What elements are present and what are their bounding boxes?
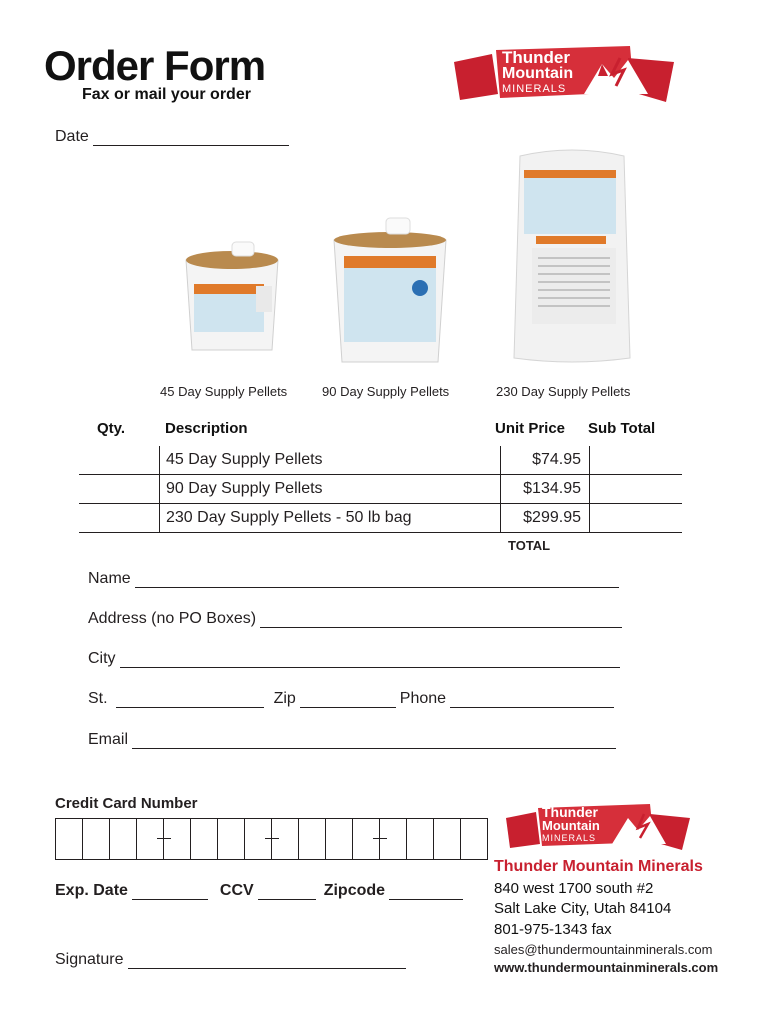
zip-label: Zip [273, 690, 296, 707]
name-line[interactable] [135, 573, 619, 588]
email-link[interactable]: sales@thundermountainminerals.com [494, 942, 713, 957]
credit-card-grid[interactable] [55, 818, 488, 860]
company-logo [452, 40, 682, 110]
subtotal-cell[interactable] [590, 504, 683, 533]
state-label: St. [88, 690, 108, 707]
card-digit-box[interactable] [137, 819, 164, 859]
phone-label: Phone [399, 690, 447, 707]
subtotal-cell[interactable] [590, 446, 683, 475]
logo-line3: MINERALS [542, 833, 597, 843]
qty-cell[interactable] [79, 475, 160, 504]
price-cell: $134.95 [501, 475, 590, 504]
sub-total-header: Sub Total [588, 420, 656, 437]
card-digit-box[interactable] [407, 819, 434, 859]
qty-cell[interactable] [79, 504, 160, 533]
card-digit-box[interactable] [110, 819, 137, 859]
address-line-2: Salt Lake City, Utah 84104 [494, 900, 672, 917]
card-digit-box[interactable] [272, 819, 299, 859]
logo-line2: Mountain [542, 818, 600, 833]
exp-date-label: Exp. Date [55, 882, 128, 899]
logo-line1: Thunder [542, 804, 598, 820]
subtotal-cell[interactable] [590, 475, 683, 504]
address-line-1: 840 west 1700 south #2 [494, 880, 654, 897]
card-digit-box[interactable] [461, 819, 487, 859]
description-cell: 90 Day Supply Pellets [160, 475, 501, 504]
card-digit-box[interactable] [83, 819, 110, 859]
product-caption: 90 Day Supply Pellets [322, 384, 450, 399]
card-digit-box[interactable] [380, 819, 407, 859]
date-line[interactable] [93, 131, 289, 146]
price-cell: $74.95 [501, 446, 590, 475]
city-label: City [88, 650, 116, 667]
product-caption: 230 Day Supply Pellets [496, 384, 631, 399]
table-row [79, 446, 682, 475]
ccv-label: CCV [219, 882, 254, 899]
logo-line2: Mountain [502, 65, 574, 82]
card-digit-box[interactable] [164, 819, 191, 859]
large-bucket-icon [328, 216, 452, 366]
description-header: Description [165, 420, 248, 437]
card-digit-box[interactable] [191, 819, 218, 859]
city-line[interactable] [120, 653, 620, 668]
signature-label: Signature [55, 951, 124, 968]
company-logo [504, 800, 694, 856]
phone-line[interactable] [450, 693, 614, 708]
small-bucket-icon [176, 240, 288, 364]
table-row [79, 475, 682, 504]
state-zip-phone-row [88, 690, 614, 708]
address-label: Address (no PO Boxes) [88, 610, 257, 627]
product-caption: 45 Day Supply Pellets [160, 384, 288, 399]
card-digit-box[interactable] [353, 819, 380, 859]
date-field[interactable] [55, 128, 289, 146]
card-digit-box[interactable] [434, 819, 461, 859]
zipcode-line[interactable] [389, 885, 463, 900]
page-subtitle: Fax or mail your order [82, 86, 251, 103]
qty-cell[interactable] [79, 446, 160, 475]
card-digit-box[interactable] [326, 819, 353, 859]
signature-field[interactable] [55, 951, 406, 969]
price-cell: $299.95 [501, 504, 590, 533]
total-label: TOTAL [508, 538, 551, 553]
qty-header: Qty. [97, 420, 126, 437]
table-row [79, 504, 682, 533]
email-line[interactable] [132, 734, 616, 749]
unit-price-header: Unit Price [495, 420, 566, 437]
fax-number: 801-975-1343 fax [494, 921, 612, 938]
exp-ccv-zip-row [55, 882, 463, 900]
date-label: Date [55, 128, 89, 145]
ccv-line[interactable] [258, 885, 316, 900]
address-field[interactable] [88, 610, 622, 628]
card-digit-box[interactable] [218, 819, 245, 859]
exp-date-line[interactable] [132, 885, 208, 900]
credit-card-label: Credit Card Number [55, 795, 198, 812]
signature-line[interactable] [128, 954, 406, 969]
email-field[interactable] [88, 731, 616, 749]
zip-line[interactable] [300, 693, 396, 708]
logo-line3: MINERALS [502, 83, 567, 95]
feed-bag-icon [510, 142, 634, 366]
page-title: Order Form [44, 42, 266, 89]
description-cell: 230 Day Supply Pellets - 50 lb bag [160, 504, 501, 533]
name-label: Name [88, 570, 131, 587]
order-table [79, 446, 682, 533]
card-digit-box[interactable] [299, 819, 326, 859]
email-label: Email [88, 731, 129, 748]
logo-line1: Thunder [502, 48, 570, 67]
card-digit-box[interactable] [56, 819, 83, 859]
name-field[interactable] [88, 570, 619, 588]
card-digit-box[interactable] [245, 819, 272, 859]
company-name: Thunder Mountain Minerals [494, 858, 703, 875]
state-line[interactable] [116, 693, 264, 708]
zipcode-label: Zipcode [323, 882, 386, 899]
description-cell: 45 Day Supply Pellets [160, 446, 501, 475]
address-line[interactable] [260, 613, 622, 628]
city-field[interactable] [88, 650, 620, 668]
website-link[interactable]: www.thundermountainminerals.com [494, 960, 719, 975]
